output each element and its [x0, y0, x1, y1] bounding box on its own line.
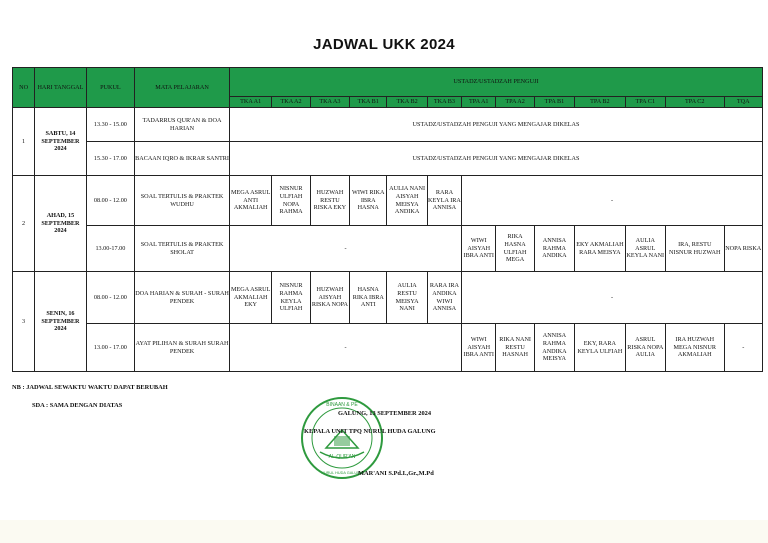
class-header: TKA B3 — [427, 97, 461, 108]
row-pukul: 08.00 - 12.00 — [86, 176, 134, 226]
table-row — [13, 108, 763, 142]
row-mapel: BACAAN IQRO & IKRAR SANTRI — [135, 142, 230, 176]
penguji-cell: WIWI RIKA IBRA HASNA — [350, 176, 387, 226]
penguji-cell: HUZWAH AISYAH RISKA NOPA — [310, 272, 349, 324]
penguji-cell: NISNUR RAHMA KEYLA ULFIAH — [272, 272, 310, 324]
penguji-cell: RARA KEYLA IRA ANNISA — [427, 176, 461, 226]
signature-position: KEPALA UNIT TPQ NURUL HUDA GALUNG — [304, 428, 436, 435]
header-penguji: USTADZ/USTADZAH PENGUJI — [229, 68, 762, 97]
class-header: TKA A2 — [272, 97, 310, 108]
penguji-cell: AULIA RESTU MEISYA NANI — [387, 272, 427, 324]
class-header: TPA C2 — [665, 97, 724, 108]
penguji-cell: RIKA NANI RESTU HASNAH — [496, 324, 534, 372]
penguji-cell: ANNISA RAHMA ANDIKA — [534, 226, 574, 272]
table-row — [13, 176, 763, 226]
row-mapel: DOA HARIAN & SURAH - SURAH PENDEK — [135, 272, 230, 324]
dash-cell: - — [229, 226, 461, 272]
signature-name: MAR'ANI S.Pd.I.,Gr.,M.Pd — [358, 470, 434, 477]
row-no: 3 — [13, 272, 35, 372]
table-row — [13, 272, 763, 324]
penguji-cell: IRA HUZWAH MEGA NISNUR AKMALIAH — [665, 324, 724, 372]
header-hari: HARI TANGGAL — [35, 68, 86, 108]
penguji-merged: USTADZ/USTADZAH PENGUJI YANG MENGAJAR DIKELAS — [229, 108, 762, 142]
dash-cell: - — [462, 272, 763, 324]
penguji-merged: USTADZ/USTADZAH PENGUJI YANG MENGAJAR DIKELAS — [229, 142, 762, 176]
row-hari: AHAD, 15 SEPTEMBER 2024 — [35, 176, 86, 272]
row-pukul: 13.30 - 15.00 — [86, 108, 134, 142]
stamp-bottom-text: NURUL HUDA GALUNG — [321, 471, 363, 475]
penguji-cell: AULIA ASRUL KEYLA NANI — [625, 226, 665, 272]
row-pukul: 13.00 - 17.00 — [86, 324, 134, 372]
header-pukul: PUKUL — [86, 68, 134, 108]
stamp-top-text: BINAAN & PE — [326, 402, 358, 408]
row-mapel: AYAT PILIHAN & SURAH SURAH PENDEK — [135, 324, 230, 372]
table-row — [13, 324, 763, 372]
row-hari: SENIN, 16 SEPTEMBER 2024 — [35, 272, 86, 372]
row-pukul: 08.00 - 12.00 — [86, 272, 134, 324]
dash-cell: - — [462, 176, 763, 226]
schedule-table — [12, 67, 763, 372]
class-header: TKA B2 — [387, 97, 427, 108]
header-no: NO — [13, 68, 35, 108]
penguji-cell: IRA, RESTU NISNUR HUZWAH — [665, 226, 724, 272]
signature-date: GALUNG, 13 SEPTEMBER 2024 — [338, 410, 432, 417]
row-mapel: TADARRUS QUR'AN & DOA HARIAN — [135, 108, 230, 142]
dash-cell: - — [229, 324, 461, 372]
penguji-cell: ASRUL RISKA NOPA AULIA — [625, 324, 665, 372]
penguji-cell: RARA IRA ANDIKA WIWI ANNISA — [427, 272, 461, 324]
penguji-cell: RIKA HASNA ULFIAH MEGA — [496, 226, 534, 272]
penguji-cell: WIWI AISYAH IBRA ANTI — [462, 324, 496, 372]
header-row — [13, 68, 763, 97]
row-mapel: SOAL TERTULIS & PRAKTEK SHOLAT — [135, 226, 230, 272]
penguji-cell: WIWI AISYAH IBRA ANTI — [462, 226, 496, 272]
row-no: 2 — [13, 176, 35, 272]
penguji-cell: NISNUR ULFIAH NOPA RAHMA — [272, 176, 310, 226]
class-header: TPA A1 — [462, 97, 496, 108]
class-header: TKA A3 — [310, 97, 349, 108]
penguji-cell: AULIA NANI AISYAH MEISYA ANDIKA — [387, 176, 427, 226]
class-header: TKA B1 — [350, 97, 387, 108]
class-header: TPA A2 — [496, 97, 534, 108]
page-bottom-band — [0, 520, 768, 543]
row-pukul: 13.00-17.00 — [86, 226, 134, 272]
row-no: 1 — [13, 108, 35, 176]
penguji-cell: ANNISA RAHMA ANDIKA MEISYA — [534, 324, 574, 372]
class-header: TPA B2 — [575, 97, 625, 108]
row-mapel: SOAL TERTULIS & PRAKTEK WUDHU — [135, 176, 230, 226]
penguji-cell: - — [724, 324, 762, 372]
note-nb: NB : JADWAL SEWAKTU WAKTU DAPAT BERUBAH — [12, 384, 168, 391]
class-header: TPA B1 — [534, 97, 574, 108]
penguji-cell: HASNA RIKA IBRA ANTI — [350, 272, 387, 324]
stamp-center-text: AL-QUR'AN — [328, 454, 356, 460]
penguji-cell: EKY, RARA KEYLA ULFIAH — [575, 324, 625, 372]
row-hari: SABTU, 14 SEPTEMBER 2024 — [35, 108, 86, 176]
class-header: TPA C1 — [625, 97, 665, 108]
class-header: TQA — [724, 97, 762, 108]
penguji-cell: MEGA ASRUL AKMALIAH EKY — [229, 272, 271, 324]
penguji-cell: HUZWAH RESTU RISKA EKY — [310, 176, 349, 226]
penguji-cell: NOPA RISKA — [724, 226, 762, 272]
note-sda: SDA : SAMA DENGAN DIATAS — [32, 402, 123, 409]
table-row — [13, 226, 763, 272]
table-row — [13, 142, 763, 176]
page-title: JADWAL UKK 2024 — [313, 36, 455, 53]
row-pukul: 15.30 - 17.00 — [86, 142, 134, 176]
penguji-cell: MEGA ASRUL ANTI AKMALIAH — [229, 176, 271, 226]
header-mapel: MATA PELAJARAN — [135, 68, 230, 108]
class-header: TKA A1 — [229, 97, 271, 108]
penguji-cell: EKY AKMALIAH RARA MEISYA — [575, 226, 625, 272]
